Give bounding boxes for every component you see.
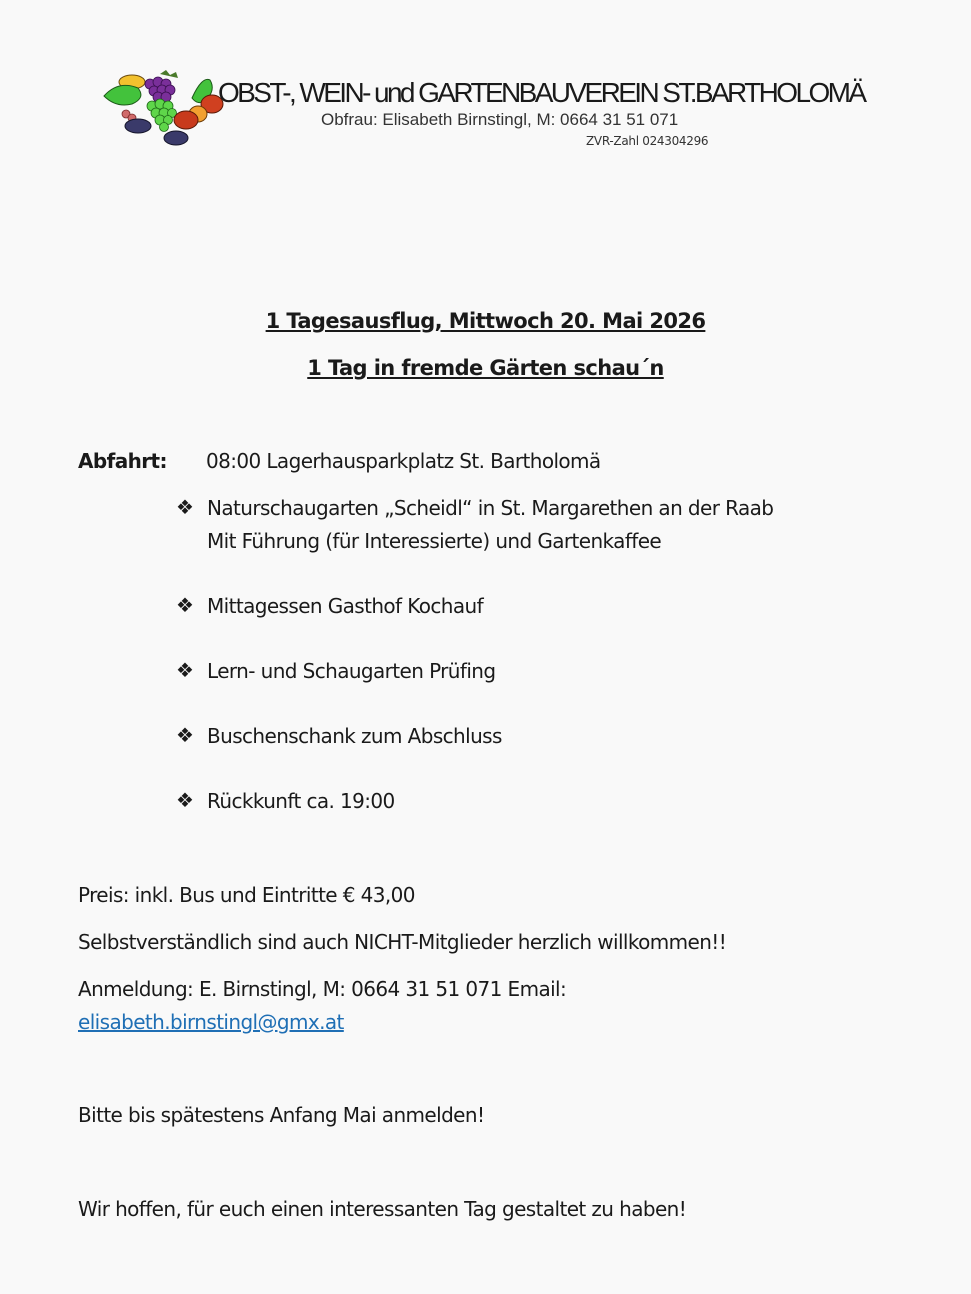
- diamond-bullet-icon: ❖: [176, 790, 194, 812]
- program-item-text: Rückkunft ca. 19:00: [207, 789, 395, 813]
- departure-label: Abfahrt:: [78, 449, 167, 473]
- organization-name: OBST-, WEIN- und GARTENBAUVEREIN ST.BARTHOLOMÄ: [218, 77, 865, 108]
- chairwoman-contact: Obfrau: Elisabeth Birnstingl, M: 0664 31 51 071: [321, 110, 679, 129]
- fruit-basket-logo: [100, 68, 228, 148]
- diamond-bullet-icon: ❖: [176, 725, 194, 747]
- registration-info: Anmeldung: E. Birnstingl, M: 0664 31 51 071 Email:: [78, 977, 567, 1001]
- program-item-text: Buschenschank zum Abschluss: [207, 724, 502, 748]
- registration-deadline: Bitte bis spätestens Anfang Mai anmelden!: [78, 1103, 485, 1127]
- diamond-bullet-icon: ❖: [176, 595, 194, 617]
- trip-title: 1 Tagesausflug, Mittwoch 20. Mai 2026: [265, 309, 706, 333]
- welcome-note: Selbstverständlich sind auch NICHT-Mitglieder herzlich willkommen!!: [78, 930, 727, 954]
- email-link[interactable]: elisabeth.birnstingl@gmx.at: [78, 1010, 344, 1034]
- diamond-bullet-icon: ❖: [176, 497, 194, 519]
- zvr-number: ZVR-Zahl 024304296: [586, 134, 709, 148]
- program-item-text: Lern- und Schaugarten Prüfing: [207, 659, 496, 683]
- price-info: Preis: inkl. Bus und Eintritte € 43,00: [78, 883, 415, 907]
- program-item-detail: Mit Führung (für Interessierte) und Gartenkaffee: [207, 529, 662, 553]
- program-item-text: Mittagessen Gasthof Kochauf: [207, 594, 484, 618]
- program-item-text: Naturschaugarten „Scheidl“ in St. Margarethen an der Raab: [207, 496, 774, 520]
- diamond-bullet-icon: ❖: [176, 660, 194, 682]
- trip-subtitle: 1 Tag in fremde Gärten schau´n: [307, 356, 664, 380]
- departure-value: 08:00 Lagerhausparkplatz St. Bartholomä: [206, 449, 601, 473]
- closing-note: Wir hoffen, für euch einen interessanten Tag gestaltet zu haben!: [78, 1197, 687, 1221]
